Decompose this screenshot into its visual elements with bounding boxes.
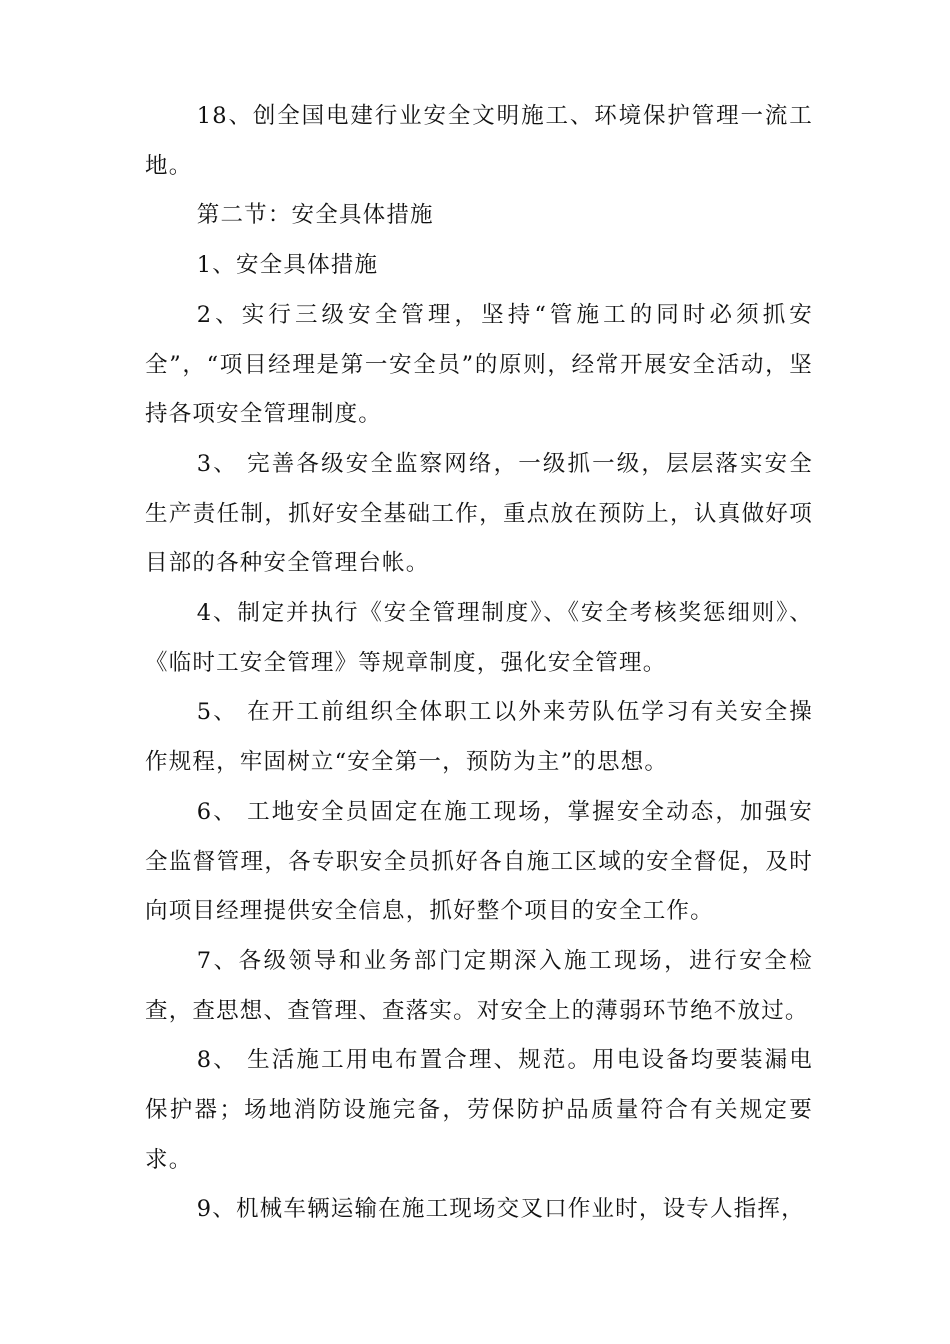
paragraph-item-9: 9、机械车辆运输在施工现场交叉口作业时，设专人指挥， xyxy=(196,1196,805,1223)
paragraph-item-6: 6、 工地安全员固定在施工现场，掌握安全动态，加强安全监督管理，各专职安全员抓好各自施工区域的安全督促，及时向项目经理提供安全信息，抓好整个项目的安全工作。 xyxy=(145,798,813,925)
paragraph-item-3: 3、 完善各级安全监察网络，一级抓一级，层层落实安全生产责任制，抓好安全基础工作，重点放在预防上，认真做好项目部的各种安全管理台帐。 xyxy=(145,450,813,577)
paragraph-item-2: 2、实行三级安全管理，坚持“管施工的同时必须抓安全”，“项目经理是第一安全员”的原则，经常开展安全活动，坚持各项安全管理制度。 xyxy=(145,301,813,428)
document-body xyxy=(145,92,813,1235)
paragraph-item-18: 18、创全国电建行业安全文明施工、环境保护管理一流工地。 xyxy=(145,103,813,179)
section-heading: 第二节：安全具体措施 xyxy=(196,202,434,229)
paragraph-item-5: 5、 在开工前组织全体职工以外来劳队伍学习有关安全操作规程，牢固树立“安全第一，预防为主”的思想。 xyxy=(145,699,813,776)
paragraph-item-1: 1、安全具体措施 xyxy=(196,252,379,279)
paragraph-item-4: 4、制定并执行《安全管理制度》、《安全考核奖惩细则》、《临时工安全管理》等规章制度，强化安全管理。 xyxy=(145,600,813,676)
paragraph-item-7: 7、各级领导和业务部门定期深入施工现场，进行安全检查，查思想、查管理、查落实。对安全上的薄弱环节绝不放过。 xyxy=(145,947,813,1024)
paragraph-item-8: 8、 生活施工用电布置合理、规范。用电设备均要装漏电保护器；场地消防设施完备，劳保防护品质量符合有关规定要求。 xyxy=(145,1047,813,1173)
